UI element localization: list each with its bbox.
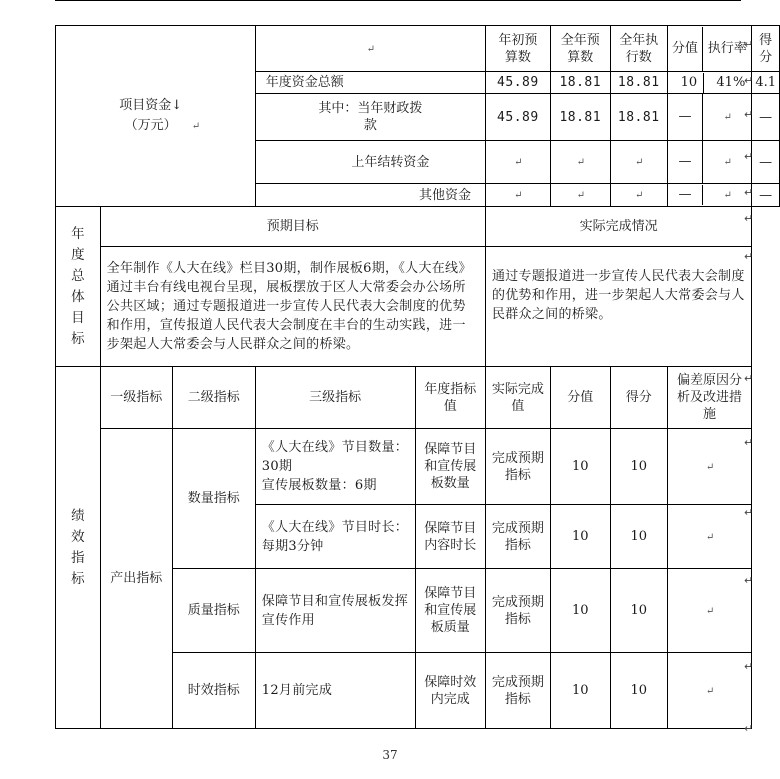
level2-timeliness: 时效指标 [172, 653, 255, 729]
funds-section-label: 项目资金↓（万元） ↵ [56, 26, 256, 207]
actual-completion-header: 实际完成情况 [485, 207, 751, 247]
page-number: 37 [382, 748, 398, 762]
level2-quality: 质量指标 [172, 569, 255, 653]
funds-row-label: 上年结转资金 [255, 141, 485, 184]
top-border-line [55, 0, 741, 1]
overall-section-label: 年度总体目标 [56, 207, 101, 367]
header-deviation: 偏差原因分析及改进措施 [667, 367, 752, 429]
header-initial-budget: 年初预算数 [485, 26, 550, 72]
funds-header-blank: ↵ [255, 26, 485, 72]
margin-mark: ↵ [744, 212, 754, 225]
performance-header-row [56, 367, 780, 429]
margin-mark: ↵ [744, 108, 754, 121]
level2-quantity: 数量指标 [172, 429, 255, 569]
performance-section-label: 绩效指标 [56, 367, 101, 729]
cell-value: 18.81 [550, 94, 610, 141]
level3-text: 《人大在线》节目数量：30期 宣传展板数量：6期 [255, 429, 415, 505]
cell-value: 41% [716, 74, 746, 90]
cell-value: 18.81 [610, 94, 667, 141]
cell-value: 45.89 [485, 72, 550, 94]
cell-empty: ↵ [610, 141, 667, 184]
margin-mark: ↵ [744, 372, 754, 385]
score-value: 10 [550, 569, 610, 653]
deviation-cell: ↵ [667, 653, 752, 729]
score: 10 [610, 653, 667, 729]
header-actual: 实际完成值 [485, 367, 550, 429]
margin-mark: ↵ [744, 506, 754, 519]
header-score-group [667, 26, 752, 72]
header-annual-executed: 全年执行数 [610, 26, 667, 72]
level3-text: 保障节目和宣传展板发挥宣传作用 [255, 569, 415, 653]
header-level2: 二级指标 [172, 367, 255, 429]
cell-value: 10 [668, 73, 704, 93]
margin-mark: ↵ [744, 436, 754, 449]
target-text: 保障时效内完成 [415, 653, 485, 729]
score-rate-cell [667, 72, 752, 94]
target-text: 保障节目内容时长 [415, 505, 485, 569]
overall-header-row [56, 207, 780, 247]
cell-value: — [668, 94, 703, 140]
score-rate-cell [667, 184, 752, 207]
header-target: 年度指标值 [415, 367, 485, 429]
score: 10 [610, 429, 667, 505]
cell-empty: ↵ [485, 141, 550, 184]
funds-row-label: 年度资金总额 [255, 72, 485, 94]
cell-empty: ↵ [723, 111, 732, 123]
score-rate-cell [667, 141, 752, 184]
level3-text: 12月前完成 [255, 653, 415, 729]
score-rate-cell [667, 94, 752, 141]
funds-row-label: 其他资金 [255, 184, 485, 207]
header-score: 得分 [610, 367, 667, 429]
actual-text: 完成预期指标 [485, 505, 550, 569]
score-value: 10 [550, 505, 610, 569]
deviation-cell: ↵ [667, 505, 752, 569]
expected-goal-text: 全年制作《人大在线》栏目30期，制作展板6期，《人大在线》通过丰台有线电视台呈现，展板摆放于区人大常委会办公场所公共区域；通过专题报道进一步宣传人民代表大会制度的优势和作用，宣传报道人民代表大会制度在丰台的生动实践，进一步架起人大常委会与人民群众之间的桥梁。 [100, 247, 485, 367]
header-exec-rate: 执行率 [707, 40, 747, 56]
funds-row-label: 其中：当年财政拨款 [255, 94, 485, 141]
margin-mark: ↵ [744, 38, 754, 51]
cell-empty: ↵ [723, 156, 732, 168]
score-value: 10 [550, 653, 610, 729]
target-text: 保障节目和宣传展板数量 [415, 429, 485, 505]
cell-value: — [752, 184, 780, 207]
cell-value: 18.81 [610, 72, 667, 94]
actual-text: 完成预期指标 [485, 429, 550, 505]
header-score-value: 分值 [668, 27, 703, 71]
margin-mark: ↵ [744, 574, 754, 587]
cell-value: 4.1 [752, 72, 780, 94]
cell-empty: ↵ [550, 141, 610, 184]
margin-mark: ↵ [744, 250, 754, 263]
cell-value: — [752, 94, 780, 141]
actual-text: 完成预期指标 [485, 653, 550, 729]
target-text: 保障节目和宣传展板质量 [415, 569, 485, 653]
cell-value: — [668, 185, 703, 205]
cell-empty: ↵ [550, 184, 610, 207]
header-level1: 一级指标 [100, 367, 172, 429]
funds-header-row [56, 26, 780, 72]
actual-completion-text: 通过专题报道进一步宣传人民代表大会制度的优势和作用，进一步架起人大常委会与人民群众之间的桥梁。 [485, 247, 751, 367]
deviation-cell: ↵ [667, 569, 752, 653]
level1-output: 产出指标 [100, 429, 172, 729]
margin-mark: ↵ [744, 150, 754, 163]
performance-evaluation-table [55, 25, 780, 729]
header-annual-budget: 全年预算数 [550, 26, 610, 72]
cell-value: — [752, 141, 780, 184]
score: 10 [610, 505, 667, 569]
cell-value: — [668, 141, 703, 183]
cell-value: 18.81 [550, 72, 610, 94]
margin-mark: ↵ [744, 722, 754, 735]
margin-mark: ↵ [744, 74, 754, 87]
header-score-value: 分值 [550, 367, 610, 429]
deviation-cell: ↵ [667, 429, 752, 505]
score: 10 [610, 569, 667, 653]
level3-text: 《人大在线》节目时长：每期3分钟 [255, 505, 415, 569]
header-level3: 三级指标 [255, 367, 415, 429]
cell-value: 45.89 [485, 94, 550, 141]
perf-row-quantity-1 [56, 429, 780, 505]
header-score: 得分 [752, 26, 780, 72]
expected-goal-header: 预期目标 [100, 207, 485, 247]
cell-empty: ↵ [610, 184, 667, 207]
overall-content-row [56, 247, 780, 367]
cell-empty: ↵ [485, 184, 550, 207]
margin-mark: ↵ [744, 186, 754, 199]
margin-mark: ↵ [744, 660, 754, 673]
actual-text: 完成预期指标 [485, 569, 550, 653]
cell-empty: ↵ [723, 189, 732, 201]
score-value: 10 [550, 429, 610, 505]
